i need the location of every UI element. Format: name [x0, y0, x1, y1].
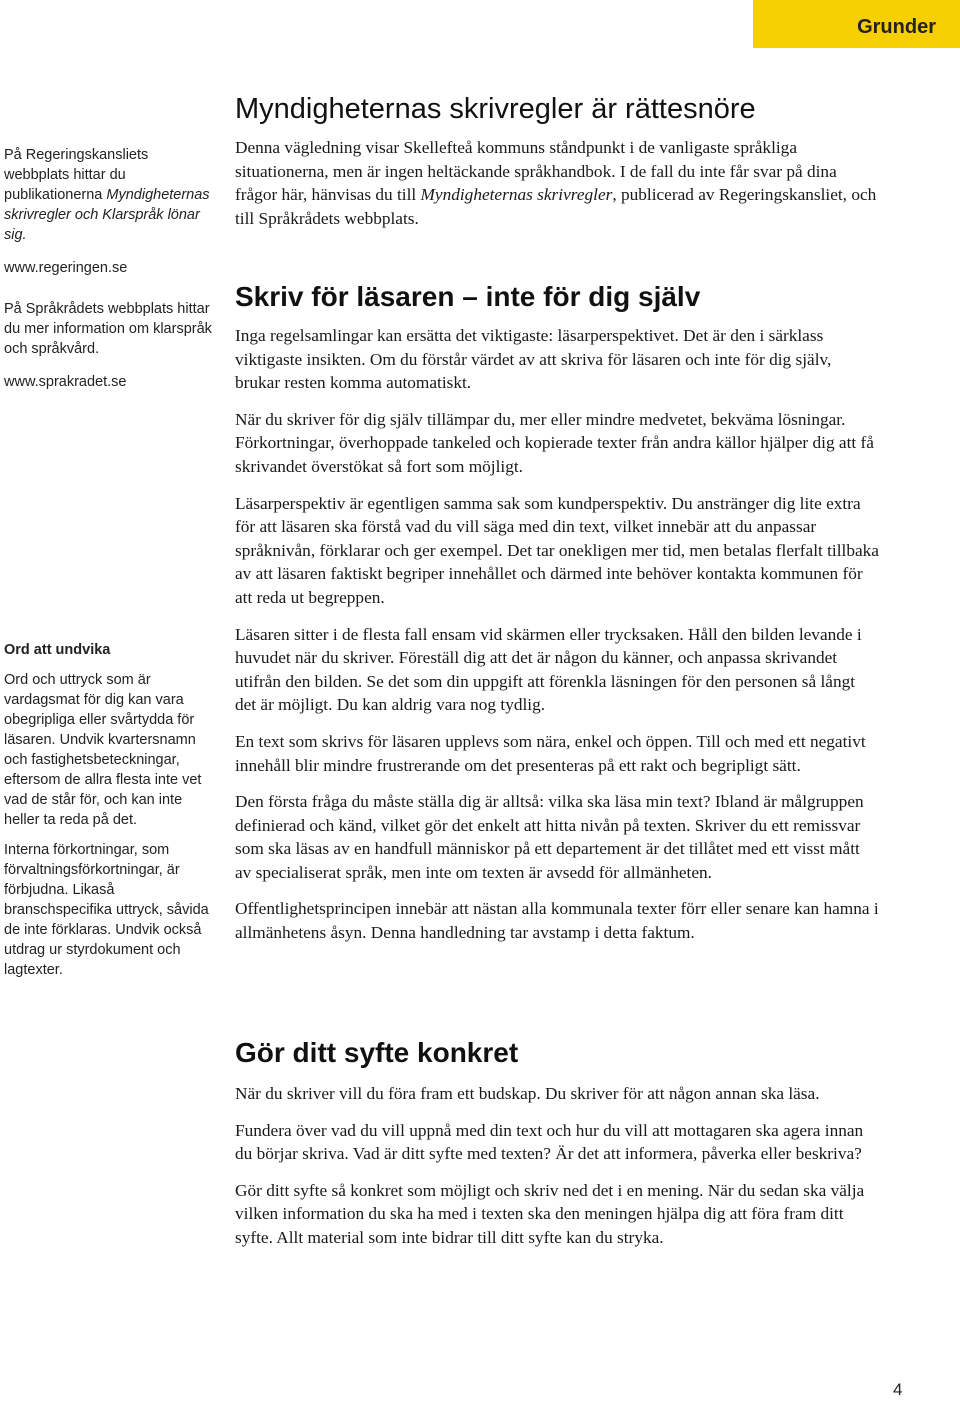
sidebar-paragraph: Ord och uttryck som är vardagsmat för dig kan vara obegripliga eller svårtydda för läsaren. Undvik kvartersnamn och fastighetsbeteckningar, eftersom de allra flesta inte vet vad de står för, och kan inte heller ta reda på det. [4, 672, 202, 828]
body-paragraph: Gör ditt syfte så konkret som möjligt och skriv ned det i en mening. När du sedan ska välja vilken information du ska ha med i texten ska den meningen hjälpa dig att föra fram ditt syfte. Allt material som inte bidrar till ditt syfte kan du stryka. [235, 1180, 865, 1247]
sidebar-regeringen-text [4, 145, 214, 245]
body-paragraph: Läsaren sitter i de flesta fall ensam vid skärmen eller trycksaken. Håll den bilden levande i huvudet när du skriver. Föreställ dig att det är någon du känner, och anpassa skrivandet utifrån den bilden. Se det som din uppgift att förenkla läsningen för den personen så långt det är möjligt. Du kan aldrig vara nog tydlig. [235, 624, 862, 715]
section-tab [753, 0, 960, 48]
section-heading: Gör ditt syfte konkret [235, 1037, 519, 1068]
section-reader-body [235, 324, 880, 945]
intro-publication-title: Myndigheternas skrivregler [420, 185, 613, 205]
body-paragraph: Läsarperspektiv är egentligen samma sak som kundperspektiv. Du anstränger dig lite extra för att läsaren ska förstå vad du vill säga med din text, vilket innebär att du anpassar språknivån, förklarar och ger exempel. Det tar onekligen mer tid, men betalas flerfalt tillbaka av att läsaren faktiskt begriper innehållet och därmed inte behöver kontakta kommunen för att reda ut begreppen. [235, 493, 879, 607]
body-paragraph: En text som skrivs för läsaren upplevs som nära, enkel och öppen. Till och med ett negativt innehåll blir mindre frustrerande om det presenteras på ett rakt och begripligt sätt. [235, 731, 866, 775]
sidebar-heading: Ord att undvika [4, 642, 111, 658]
sidebar-link-sprakradet[interactable]: www.sprakradet.se [4, 374, 127, 390]
body-paragraph: Den första fråga du måste ställa dig är alltså: vilka ska läsa min text? Ibland är målgruppen definierad och känd, vilket gör det enkelt att hitta nivån på texten. Skriver du ett remissvar som ska läsas av en handfull människor på ett departement är det tillåtet med ett visst mått av specialiserat språk, men inte om texten är avsedd för allmänheten. [235, 792, 864, 882]
intro-text-start: Denna vägledning visar Skellefteå kommuns ståndpunkt i de vanligaste språkliga situationerna, men är ingen heltäckande språkhandbok. I de fall du inte får svar på dina frågor här, hänvisas du till [235, 138, 837, 205]
body-paragraph: Fundera över vad du vill uppnå med din text och hur du vill att mottagaren ska agera innan du börjar skriva. Vad är ditt syfte med texten? Är det att informera, påverka eller beskriva? [235, 1120, 864, 1164]
body-paragraph: När du skriver för dig själv tillämpar du, mer eller mindre medvetet, bekväma lösningar. Förkortningar, överhoppade tankeled och kopierade texter från andra källor hjälper dig att få skrivandet överstökat så fort som möjligt. [235, 409, 874, 476]
section-heading: Skriv för läsaren – inte för dig själv [235, 281, 701, 312]
sidebar-links [4, 145, 214, 392]
sidebar-publication-titles: Myndigheternas skrivregler och Klarspråk lönar sig. [4, 187, 210, 243]
intro-paragraph [235, 136, 880, 230]
section-tab-label: Grunder [857, 16, 936, 38]
page-title: Myndigheternas skrivregler är rättesnöre [235, 93, 756, 125]
sidebar-paragraph: Interna förkortningar, som förvaltningsförkortningar, är förbjudna. Likaså branschspecifika uttryck, såvida de inte förklaras. Undvik också utdrag ur styrdokument och lagtexter. [4, 842, 209, 978]
body-paragraph: Inga regelsamlingar kan ersätta det viktigaste: läsarperspektivet. Det är den i särklass viktigaste insikten. Om du förstår värdet av att skriva för läsaren och inte för dig själv, brukar resten komma automatiskt. [235, 326, 832, 393]
page-number: 4 [893, 1380, 903, 1399]
body-paragraph: Offentlighetsprincipen innebär att nästan alla kommunala texter förr eller senare kan hamna i allmänhetens åsyn. Denna handledning tar avstamp i detta faktum. [235, 899, 879, 943]
body-paragraph: När du skriver vill du föra fram ett budskap. Du skriver för att någon annan ska läsa. [235, 1084, 820, 1103]
sidebar-words-to-avoid [4, 640, 214, 980]
intro-text-end: , publicerad av Regeringskansliet, och till Språkrådets webbplats. [235, 185, 877, 228]
sidebar-link-regeringen[interactable]: www.regeringen.se [4, 260, 128, 276]
sidebar-regeringen-intro: På Regeringskansliets webbplats hittar du publikationerna [4, 147, 149, 203]
section-purpose-body [235, 1082, 880, 1250]
intro-block [235, 136, 880, 230]
sidebar-sprakradet-text: På Språkrådets webbplats hittar du mer information om klarspråk och språkvård. [4, 301, 212, 357]
